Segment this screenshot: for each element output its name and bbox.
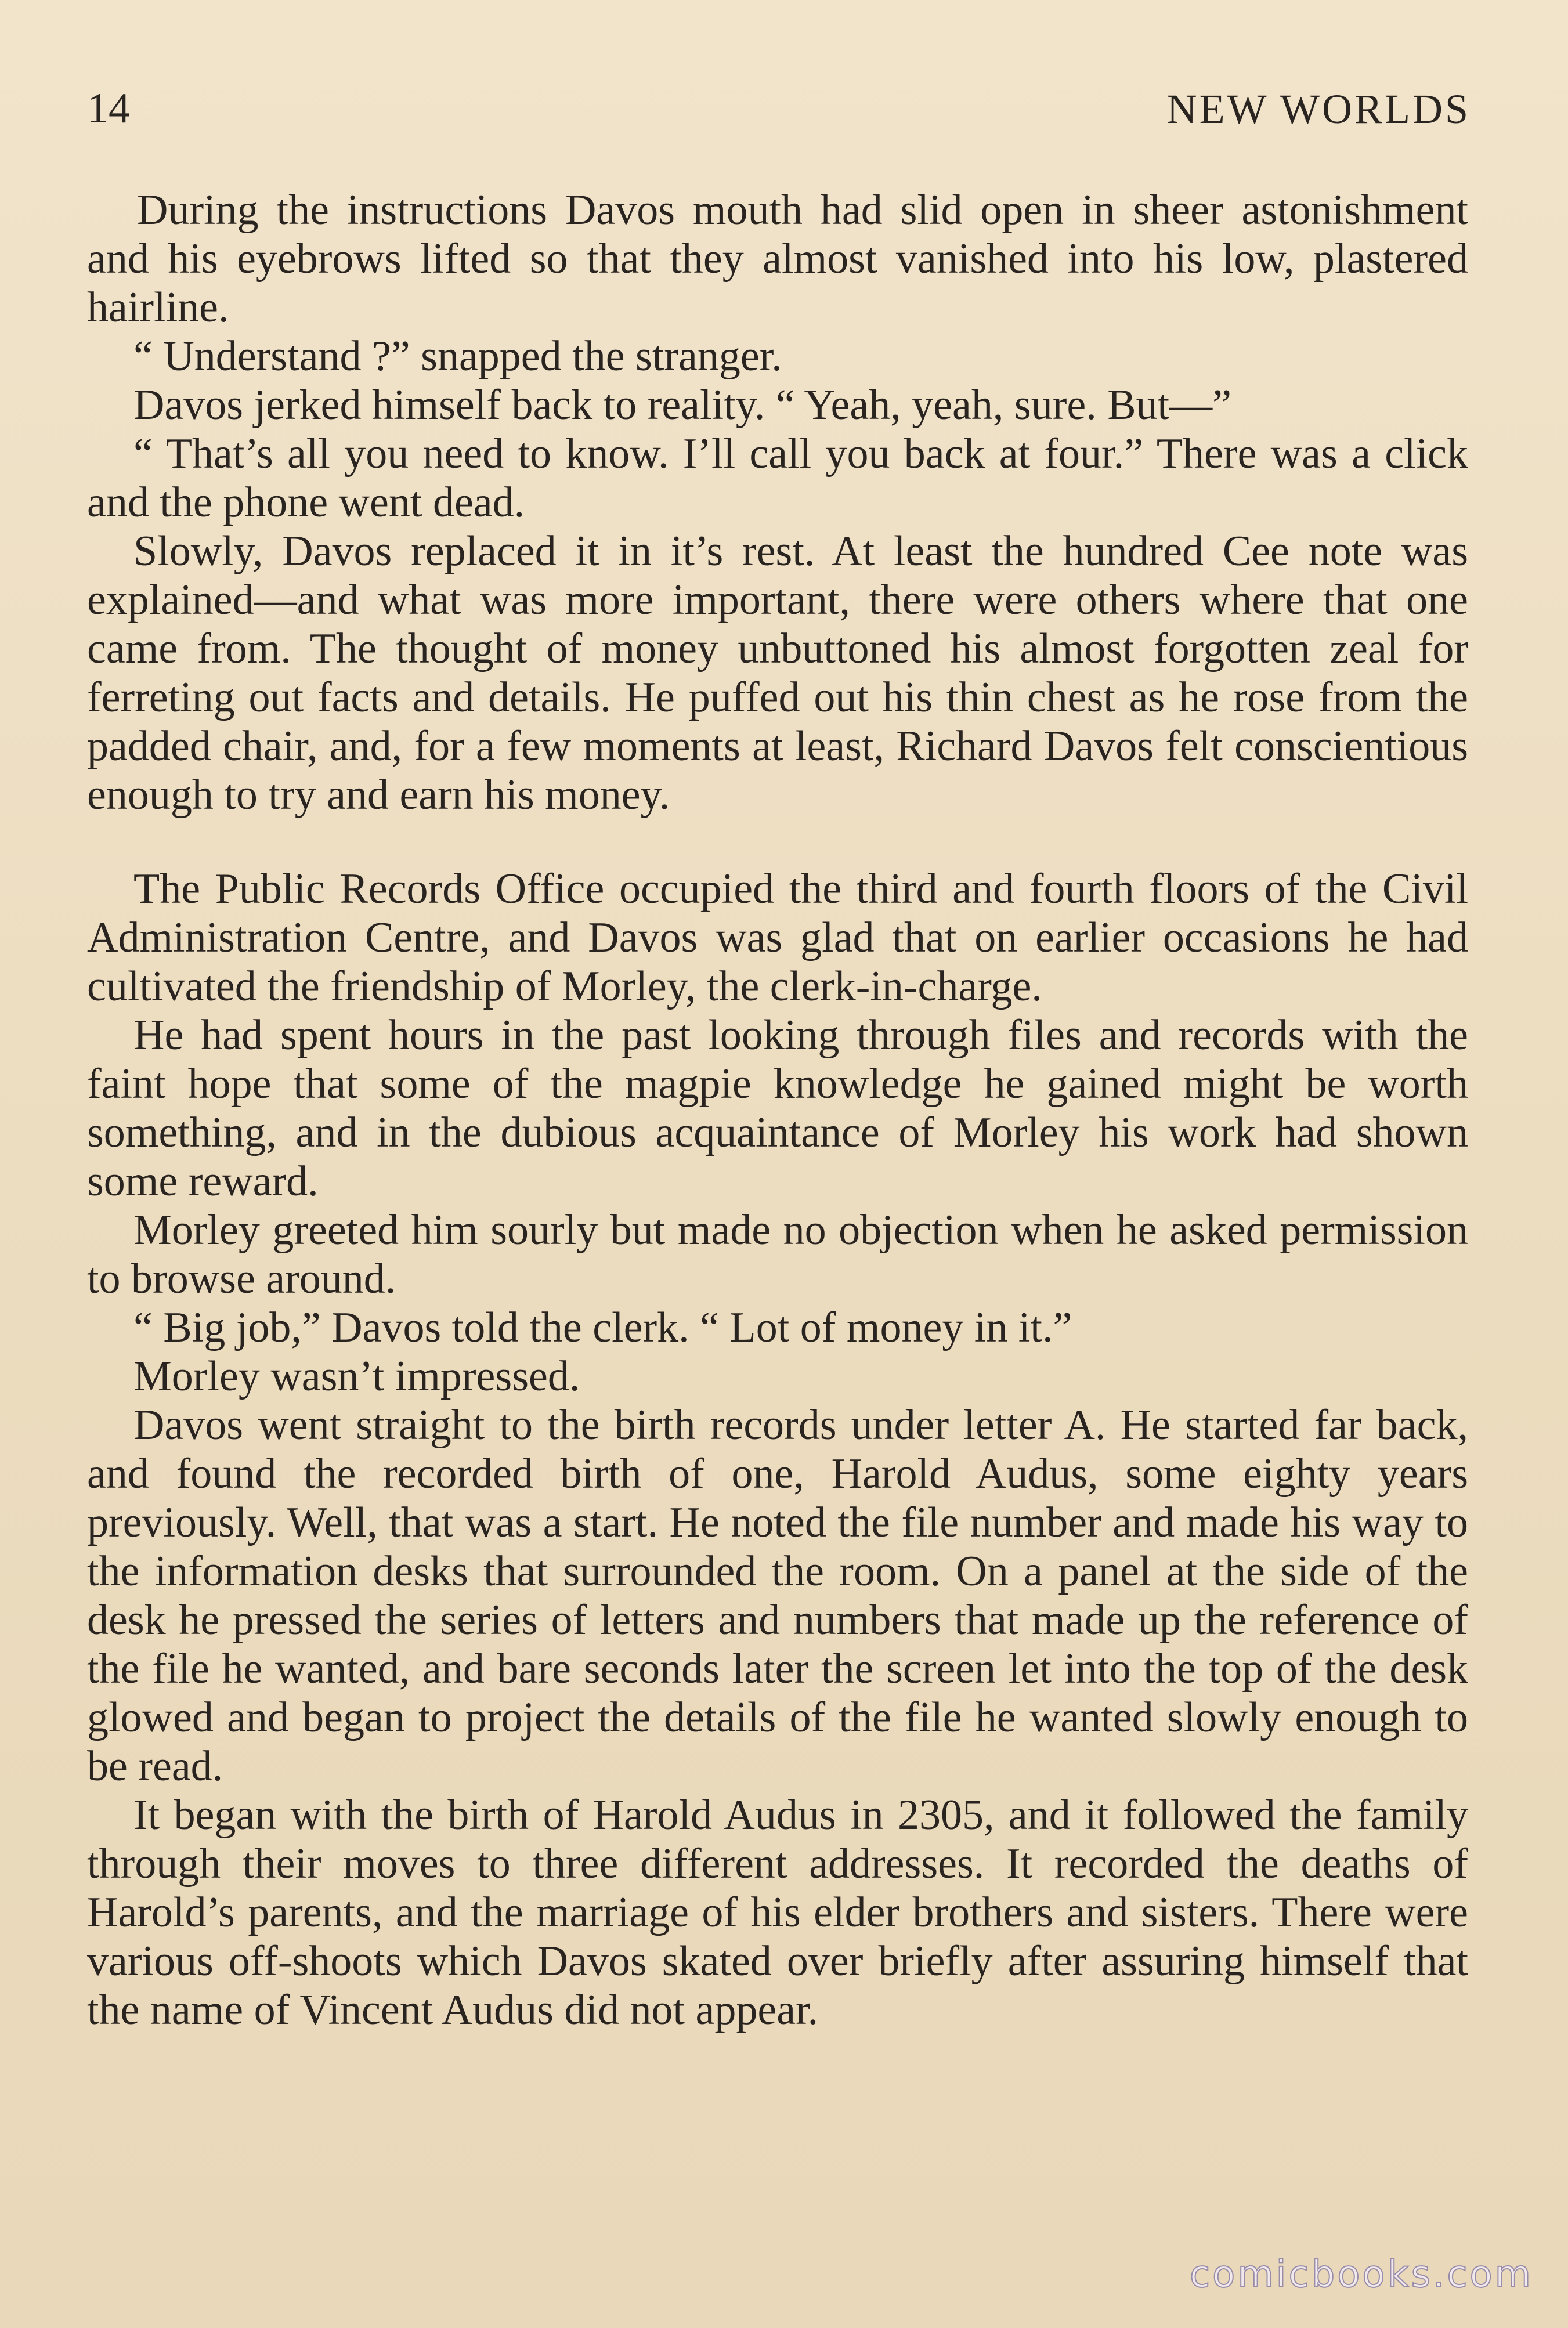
paragraph: Slowly, Davos replaced it in it’s rest. At least the hundred Cee note was explained—and what was more important, there were others where that one came from. The thought of money unbuttoned his almost forgotten zeal for ferreting out facts and details. He puffed out his thin chest as he rose from the padded chair, and, for a few moments at least, Richard Davos felt conscientious enough to try and earn his money. [87, 527, 1468, 819]
paragraph: Davos went straight to the birth records under letter A. He started far back, and found the recorded birth of one, Harold Audus, some eighty years previously. Well, that was a start. He noted the file number and made his way to the information desks that surrounded the room. On a panel at the side of the desk he pressed the series of letters and numbers that made up the reference of the file he wanted, and bare seconds later the screen let into the top of the desk glowed and began to project the details of the file he wanted slowly enough to be read. [87, 1401, 1468, 1790]
body-text [87, 186, 1468, 2034]
paragraph: He had spent hours in the past looking through files and records with the faint hope that some of the magpie knowledge he gained might be worth something, and in the dubious acquaintance of Morley his work had shown some reward. [87, 1011, 1468, 1205]
paragraph: Davos jerked himself back to reality. “ Yeah, yeah, sure. But—” [133, 381, 1231, 429]
paragraph: “ Understand ?” snapped the stranger. [133, 332, 782, 380]
watermark: comicbooks.com [1189, 2253, 1533, 2296]
paragraph: The Public Records Office occupied the third and fourth floors of the Civil Administration Centre, and Davos was glad that on earlier occasions he had cultivated the friendship of Morley, the clerk-in-charge. [87, 865, 1468, 1010]
page-number: 14 [87, 85, 130, 132]
paragraph: Morley wasn’t impressed. [133, 1353, 580, 1400]
paragraph: During the instructions Davos mouth had slid open in sheer astonishment and his eyebrows lifted so that they almost vanished into his low, plastered hairline. [87, 186, 1468, 331]
running-title: NEW WORLDS [1166, 86, 1471, 132]
paragraph: “ That’s all you need to know. I’ll call you back at four.” There was a click and the phone went dead. [87, 430, 1468, 526]
paragraph: It began with the birth of Harold Audus in 2305, and it followed the family through their moves to three different addresses. It recorded the deaths of Harold’s parents, and the marriage of his elder brothers and sisters. There were various off-shoots which Davos skated over briefly after assuring himself that the name of Vincent Audus did not appear. [87, 1791, 1468, 2034]
paragraph: Morley greeted him sourly but made no objection when he asked permission to browse around. [87, 1206, 1468, 1303]
paragraph: “ Big job,” Davos told the clerk. “ Lot of money in it.” [133, 1304, 1072, 1351]
